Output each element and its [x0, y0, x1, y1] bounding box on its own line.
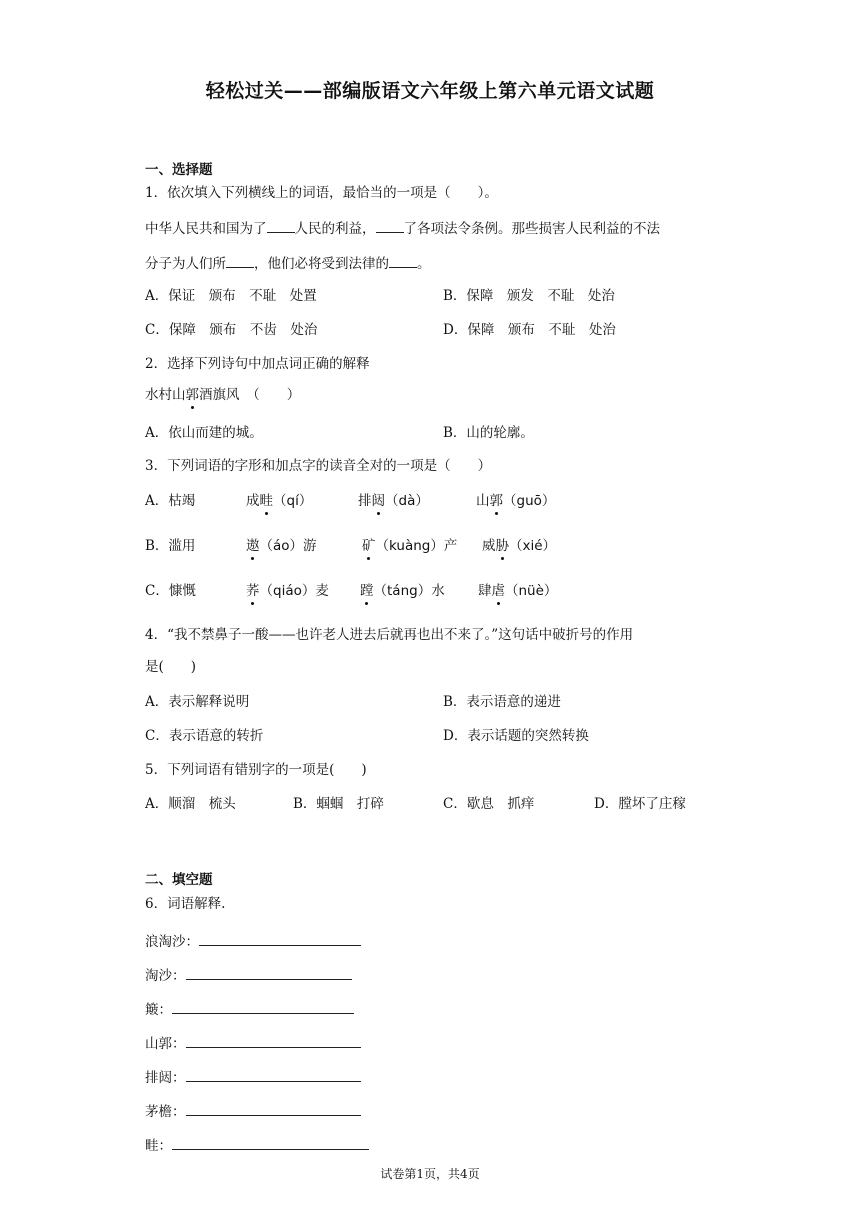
fill-item [145, 1135, 369, 1155]
pinyin: （táng） [373, 583, 432, 599]
pinyin: （xié） [509, 538, 557, 554]
pinyin: （nüè） [505, 583, 558, 599]
term-label: 山郭： [145, 1036, 186, 1052]
blank-4 [389, 253, 417, 268]
pinyin: （dà） [385, 493, 429, 509]
question-1-option-c: C．保障 颁布 不齿 处治 [145, 322, 318, 338]
question-1-stem: 1．依次填入下列横线上的词语，最恰当的一项是（ ）。 [145, 185, 498, 201]
question-2-option-b: B．山的轮廓。 [443, 425, 534, 441]
term-label: 浪淘沙： [145, 934, 199, 950]
char: 游 [303, 538, 317, 554]
dotted-char: 郭 [489, 493, 503, 509]
question-6-stem: 6．词语解释. [145, 896, 226, 912]
question-3-option-a-word-4 [476, 492, 555, 510]
question-3-stem: 3．下列词语的字形和加点字的读音全对的一项是（ ） [145, 458, 492, 474]
term-label: 排闼： [145, 1070, 186, 1086]
passage-text: 人民的利益， [294, 221, 376, 237]
term-label: 畦： [145, 1138, 172, 1154]
char: 排 [358, 493, 372, 509]
passage-text: 了各项法令条例。那些损害人民利益的不法 [403, 221, 660, 237]
dotted-char: 荞 [246, 583, 260, 599]
poem-text: 酒旗风 （ ） [199, 387, 301, 403]
question-4-option-d: D．表示话题的突然转换 [443, 728, 589, 744]
question-3-option-c [145, 582, 196, 600]
question-3-option-b-word-2 [246, 537, 317, 555]
question-3-option-a-word-2 [246, 492, 312, 510]
question-1-option-d: D．保障 颁布 不耻 处治 [443, 322, 616, 338]
passage-text: 中华人民共和国为了 [145, 221, 267, 237]
question-4-option-a: A．表示解释说明 [145, 694, 250, 710]
dotted-char: 矿 [362, 538, 376, 554]
char: 成 [246, 493, 260, 509]
question-2-option-a: A．依山而建的城。 [145, 425, 263, 441]
pinyin: （guō） [503, 493, 556, 509]
option-label: A．枯竭 [145, 493, 196, 509]
dotted-char: 虐 [491, 583, 505, 599]
question-5-option-b: B．蝈蝈 打碎 [293, 796, 384, 812]
question-1-option-a: A．保证 颁布 不耻 处置 [145, 288, 317, 304]
char: 产 [443, 538, 458, 554]
char: 肆 [478, 583, 492, 599]
fill-item [145, 1033, 361, 1053]
page-footer: 试卷第1页，共4页 [380, 1167, 480, 1181]
dotted-char: 畦 [259, 493, 273, 509]
char: 山 [476, 493, 490, 509]
option-label: C．慷慨 [145, 583, 196, 599]
question-3-option-b-word-3 [362, 537, 457, 555]
question-4-option-b: B．表示语意的递进 [443, 694, 561, 710]
char: 水 [431, 583, 445, 599]
answer-line[interactable] [186, 1067, 361, 1082]
pinyin: （áo） [259, 538, 304, 554]
fill-item [145, 1067, 361, 1087]
question-3-option-c-word-4 [478, 582, 557, 600]
section-heading-fill: 二、填空题 [145, 872, 213, 888]
dotted-char: 蹚 [360, 583, 374, 599]
question-4-stem-line-1: 4．“我不禁鼻子一酸——也许老人进去后就再也出不来了。”这句话中破折号的作用 [145, 627, 634, 643]
section-heading-choice: 一、选择题 [145, 162, 213, 178]
blank-2 [376, 218, 404, 233]
dotted-char: 胁 [495, 538, 509, 554]
question-3-option-c-word-3 [360, 582, 445, 600]
question-1-passage-line-2 [145, 253, 431, 273]
answer-line[interactable] [186, 965, 352, 980]
dotted-char: 遨 [246, 538, 260, 554]
question-1-option-b: B．保障 颁发 不耻 处治 [443, 288, 615, 304]
passage-text: 分子为人们所 [145, 256, 226, 272]
passage-text: 。 [417, 256, 431, 272]
question-4-stem-line-2: 是( ) [145, 659, 197, 675]
term-label: 簸： [145, 1002, 172, 1018]
answer-line[interactable] [172, 1135, 369, 1150]
option-label: B．滥用 [145, 538, 196, 554]
page-title: 轻松过关——部编版语文六年级上第六单元语文试题 [205, 80, 655, 102]
question-3-option-a [145, 492, 195, 510]
answer-line[interactable] [172, 999, 354, 1014]
term-label: 茅檐： [145, 1104, 186, 1120]
question-4-option-c: C．表示语意的转折 [145, 728, 264, 744]
question-5-option-c: C．歇息 抓痒 [443, 796, 535, 812]
passage-text: ，他们必将受到法律的 [254, 256, 389, 272]
pinyin: （qí） [273, 493, 313, 509]
question-3-option-b [145, 537, 195, 555]
pinyin: （qiáo） [259, 583, 316, 599]
answer-line[interactable] [186, 1101, 361, 1116]
question-3-option-c-word-2 [246, 582, 329, 600]
question-5-option-d: D．膛坏了庄稼 [594, 796, 686, 812]
char: 麦 [315, 583, 329, 599]
poem-text: 水村山 [145, 387, 186, 403]
pinyin: （kuàng） [375, 538, 444, 554]
answer-line[interactable] [199, 931, 361, 946]
dotted-char: 郭 [185, 387, 199, 403]
dotted-char: 闼 [371, 493, 385, 509]
answer-line[interactable] [186, 1033, 361, 1048]
fill-item [145, 1101, 361, 1121]
fill-item [145, 931, 361, 951]
question-3-option-a-word-3 [358, 492, 429, 510]
question-5-stem: 5．下列词语有错别字的一项是( ) [145, 762, 367, 778]
char: 威 [482, 538, 496, 554]
fill-item [145, 999, 354, 1019]
question-5-option-a: A．顺溜 梳头 [145, 796, 236, 812]
term-label: 淘沙： [145, 968, 186, 984]
question-2-stem: 2．选择下列诗句中加点词正确的解释 [145, 356, 370, 372]
fill-item [145, 965, 352, 985]
question-3-option-b-word-4 [482, 537, 556, 555]
question-1-passage-line-1 [145, 218, 660, 238]
blank-3 [226, 253, 254, 268]
blank-1 [267, 218, 295, 233]
question-2-poem-line [145, 386, 300, 404]
